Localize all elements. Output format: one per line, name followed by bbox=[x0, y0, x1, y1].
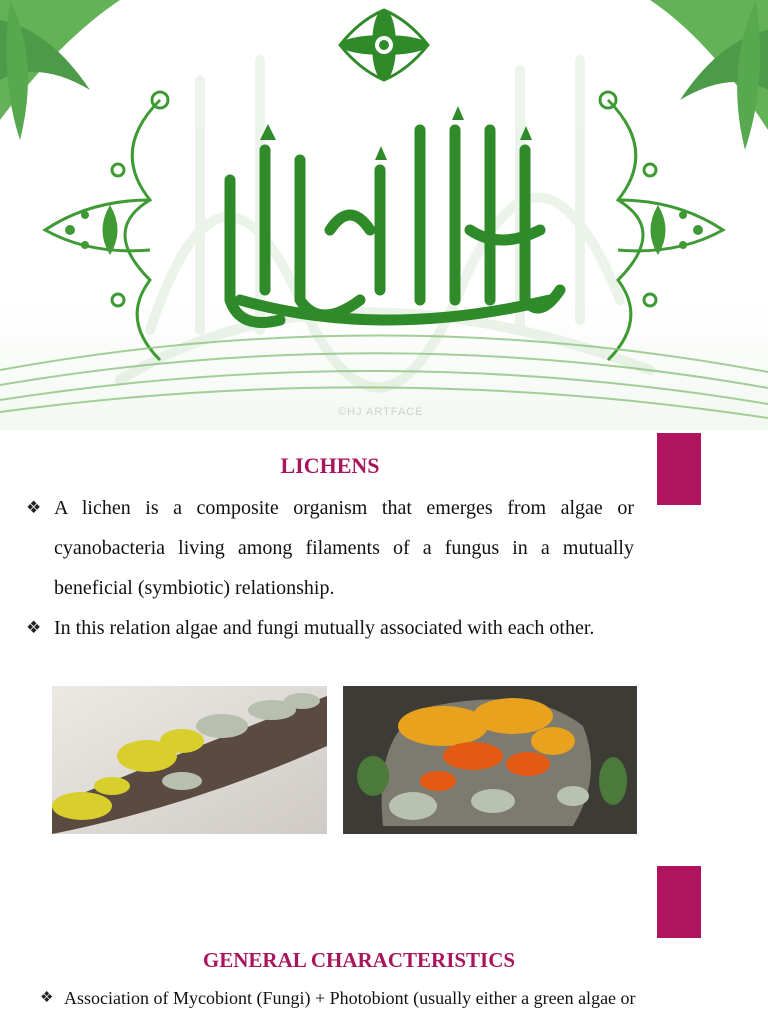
slide-title: LICHENS bbox=[280, 453, 380, 478]
bismillah-calligraphy-icon bbox=[230, 130, 560, 323]
palm-leaf-right-icon bbox=[650, 0, 768, 150]
palm-leaf-left-icon bbox=[0, 0, 120, 140]
general-characteristics-slide bbox=[0, 860, 768, 1024]
accent-bar bbox=[657, 433, 701, 505]
list-item bbox=[26, 488, 634, 608]
lichens-slide bbox=[0, 430, 768, 860]
bullet-list bbox=[26, 488, 634, 648]
banner-artwork bbox=[0, 0, 768, 430]
slide-title: GENERAL CHARACTERISTICS bbox=[202, 948, 516, 972]
diamond-bullet-icon: ❖ bbox=[40, 990, 54, 1006]
diamond-bullet-icon: ❖ bbox=[26, 498, 42, 517]
bullet-text: Association of Mycobiont (Fungi) + Photobiont (usually either a green algae or bbox=[64, 988, 636, 1008]
accent-bar bbox=[657, 866, 701, 938]
list-item bbox=[40, 978, 760, 1018]
top-ornament-icon bbox=[340, 9, 428, 81]
list-item bbox=[26, 608, 634, 648]
bullet-text: In this relation algae and fungi mutually associated with each other. bbox=[54, 617, 595, 639]
artist-watermark: ©HJ ARTFACE bbox=[338, 406, 424, 418]
bullet-text: A lichen is a composite organism that emerges from algae or cyanobacteria living among filaments of a fungus in a mutually beneficial (symbiotic) relationship. bbox=[54, 497, 634, 599]
bullet-list bbox=[40, 978, 760, 1018]
orange-lichen-on-rock-photo bbox=[343, 686, 637, 834]
lichen-on-branch-photo bbox=[52, 686, 327, 834]
bismillah-banner bbox=[0, 0, 768, 430]
diamond-bullet-icon: ❖ bbox=[26, 618, 42, 637]
